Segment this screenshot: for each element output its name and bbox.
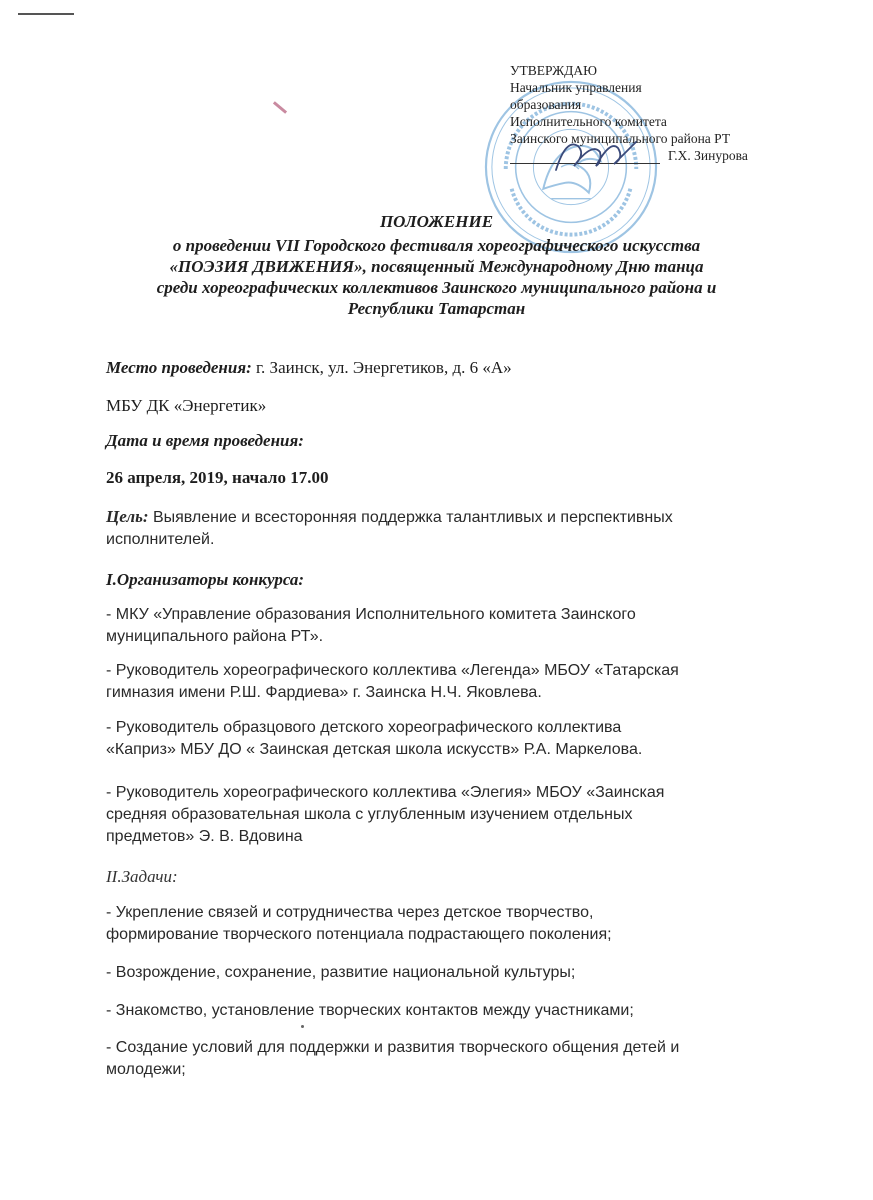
datetime-value: 26 апреля, 2019, начало 17.00	[106, 468, 329, 487]
venue-value: г. Заинск, ул. Энергетиков, д. 6 «А»	[251, 358, 512, 377]
section-tasks-heading: II.Задачи:	[106, 867, 178, 886]
goal-text: Выявление и всесторонняя поддержка талантливых и перспективных	[148, 509, 673, 526]
document-subtitle	[60, 235, 813, 319]
venue-label: Место проведения:	[106, 358, 252, 377]
organizer-line: - Руководитель хореографического коллектива «Легенда» МБОУ «Татарская	[106, 662, 679, 679]
subtitle-line: о проведении VII Городского фестиваля хореографического искусства	[172, 236, 701, 255]
task-item	[106, 902, 612, 946]
section-organizers-heading: I.Организаторы конкурса:	[106, 570, 305, 589]
corner-mark	[18, 13, 74, 15]
organizer-line: гимназия имени Р.Ш. Фардиева» г. Заинска Н.Ч. Яковлева.	[106, 684, 542, 701]
organizer-item	[106, 782, 664, 848]
task-line: - Знакомство, установление творческих контактов между участниками;	[106, 1002, 634, 1019]
datetime-label: Дата и время проведения:	[106, 431, 304, 450]
subtitle-line: среди хореографических коллективов Заинского муниципального района и	[156, 278, 717, 297]
approval-heading: УТВЕРЖДАЮ	[510, 63, 598, 78]
organizer-line: «Каприз» МБУ ДО « Заинская детская школа искусств» Р.А. Маркелова.	[106, 741, 643, 758]
organizer-line: - Руководитель хореографического коллектива «Элегия» МБОУ «Заинская	[106, 784, 665, 801]
task-line: молодежи;	[106, 1061, 186, 1078]
task-item	[106, 1037, 679, 1081]
stray-mark	[273, 101, 287, 114]
task-line: формирование творческого потенциала подрастающего поколения;	[106, 926, 612, 943]
subtitle-line: Республики Татарстан	[347, 299, 526, 318]
organizer-line: средняя образовательная школа с углубленным изучением отдельных	[106, 806, 633, 823]
organizer-line: - Руководитель образцового детского хореографического коллектива	[106, 719, 622, 736]
organizer-line: муниципального района РТ».	[106, 628, 324, 645]
task-line: - Укрепление связей и сотрудничества через детское творчество,	[106, 904, 594, 921]
approval-committee: Исполнительного комитета	[510, 114, 667, 129]
organizer-item	[106, 604, 636, 648]
venue-name: МБУ ДК «Энергетик»	[106, 396, 267, 415]
approval-department: образования	[510, 97, 582, 112]
handwritten-signature-icon	[552, 132, 642, 180]
venue-row	[106, 357, 512, 379]
approval-district: Заинского муниципального района РТ	[510, 131, 731, 146]
goal-block	[106, 506, 673, 551]
organizer-item	[106, 717, 642, 761]
stray-dot	[301, 1025, 304, 1028]
goal-label: Цель:	[106, 507, 149, 526]
task-line: - Создание условий для поддержки и развития творческого общения детей и	[106, 1039, 680, 1056]
task-item	[106, 962, 575, 984]
organizer-line: предметов» Э. В. Вдовина	[106, 828, 303, 845]
organizer-item	[106, 660, 679, 704]
task-line: - Возрождение, сохранение, развитие национальной культуры;	[106, 964, 576, 981]
document-title: ПОЛОЖЕНИЕ	[379, 212, 494, 231]
approval-position: Начальник управления	[510, 80, 642, 95]
organizer-line: - МКУ «Управление образования Исполнительного комитета Заинского	[106, 606, 636, 623]
goal-text-continued: исполнителей.	[106, 531, 215, 548]
task-item	[106, 1000, 634, 1022]
signer-name: Г.Х. Зинурова	[668, 148, 748, 163]
subtitle-line: «ПОЭЗИЯ ДВИЖЕНИЯ», посвященный Международному Дню танца	[169, 257, 704, 276]
